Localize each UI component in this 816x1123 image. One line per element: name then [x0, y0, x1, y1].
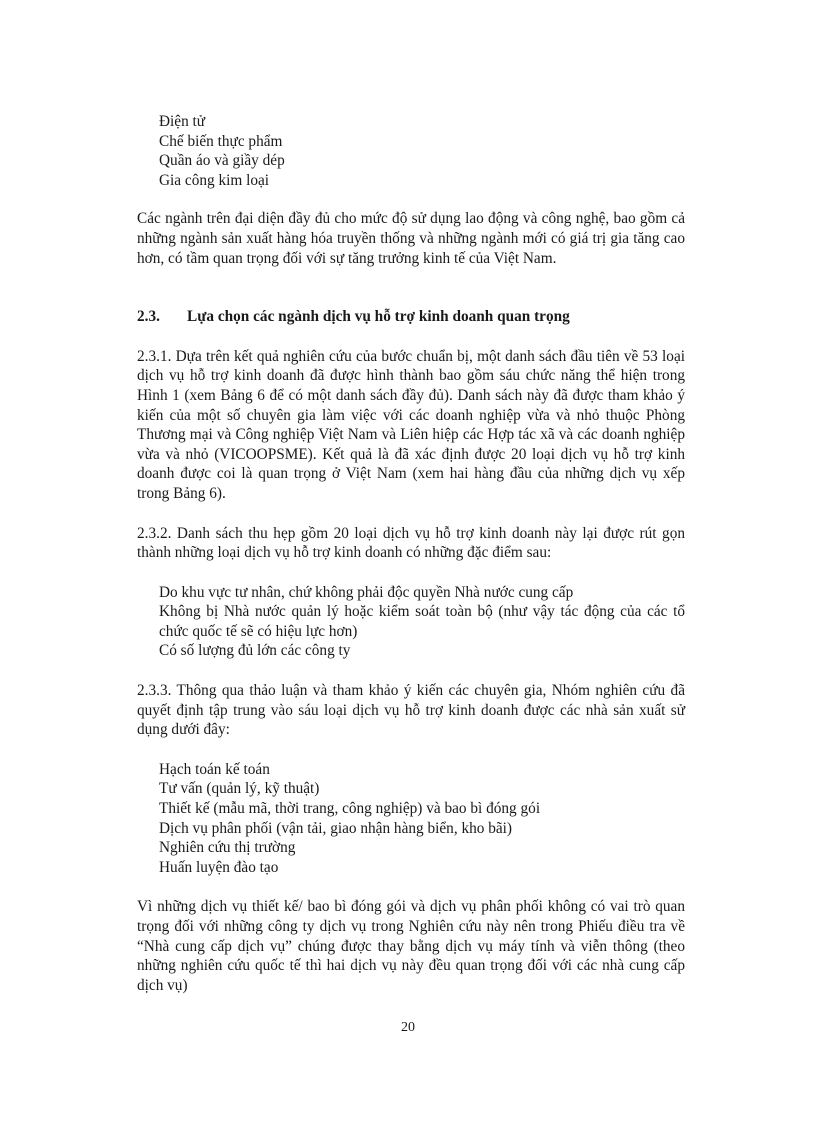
list-item: Nghiên cứu thị trường [159, 839, 296, 857]
paragraph-2-3-1: 2.3.1. Dựa trên kết quả nghiên cứu của bước chuẩn bị, một danh sách đầu tiên về 53 loại dịch vụ hỗ trợ kinh doanh đã được hình thành bao gồm sáu chức năng thể hiện trong Hình 1 (xem Bảng 6 để có một danh sách đầy đủ). Danh sách này đã được tham khảo ý kiến của một số chuyên gia làm việc với các doanh nghiệp vừa và nhỏ thuộc Phòng Thương mại và Công nghiệp Việt Nam và Liên hiệp các Hợp tác xã và các doanh nghiệp vừa và nhỏ (VICOOPSME). Kết quả là đã xác định được 20 loại dịch vụ hỗ trợ kinh doanh được coi là quan trọng ở Việt Nam (xem hai hàng đầu của những dịch vụ xếp trong Bảng 6). [137, 347, 685, 502]
page-number: 20 [401, 1020, 415, 1035]
section-number: 2.3. [137, 308, 160, 326]
services-list [137, 760, 685, 878]
list-item: Dịch vụ phân phối (vận tải, giao nhận hàng biển, kho bãi) [159, 819, 513, 837]
list-item: Do khu vực tư nhân, chứ không phải độc quyền Nhà nước cung cấp [159, 583, 574, 601]
industry-list [137, 112, 685, 190]
paragraph-2-3-3: 2.3.3. Thông qua thảo luận và tham khảo ý kiến các chuyên gia, Nhóm nghiên cứu đã quyết định tập trung vào sáu loại dịch vụ hỗ trợ kinh doanh được các nhà sản xuất sử dụng dưới đây: [137, 682, 685, 739]
paragraph-2-3-2: 2.3.2. Danh sách thu hẹp gồm 20 loại dịch vụ hỗ trợ kinh doanh này lại được rút gọn thành những loại dịch vụ hỗ trợ kinh doanh có những đặc điểm sau: [137, 524, 685, 562]
list-item: Thiết kế (mẫu mã, thời trang, công nghiệp) và bao bì đóng gói [159, 800, 541, 818]
list-item: Quần áo và giầy dép [159, 152, 285, 170]
list-item: Chế biến thực phẩm [159, 132, 283, 150]
list-item: Tư vấn (quản lý, kỹ thuật) [159, 780, 320, 798]
section-title: Lựa chọn các ngành dịch vụ hỗ trợ kinh doanh quan trọng [187, 308, 570, 326]
list-item: Không bị Nhà nước quản lý hoặc kiểm soát toàn bộ (như vậy tác động của các tổ chức quốc tế sẽ có hiệu lực hơn) [159, 603, 685, 640]
paragraph-sectors: Các ngành trên đại diện đầy đủ cho mức độ sử dụng lao động và công nghệ, bao gồm cả những ngành sản xuất hàng hóa truyền thống và những ngành mới có giá trị gia tăng cao hơn, có tầm quan trọng đối với sự tăng trưởng kinh tế của Việt Nam. [137, 210, 685, 267]
section-heading [137, 307, 685, 327]
list-item: Huấn luyện đào tạo [159, 858, 279, 876]
criteria-list [137, 583, 685, 661]
list-item: Gia công kim loại [159, 171, 270, 189]
list-item: Có số lượng đủ lớn các công ty [159, 642, 351, 660]
page-content [137, 112, 685, 995]
list-item: Điện tử [159, 113, 206, 130]
list-item: Hạch toán kế toán [159, 760, 270, 778]
paragraph-final: Vì những dịch vụ thiết kế/ bao bì đóng gói và dịch vụ phân phối không có vai trò quan trọng đối với những công ty dịch vụ trong Nghiên cứu này nên trong Phiếu điều tra về “Nhà cung cấp dịch vụ” chúng được thay bằng dịch vụ máy tính và viễn thông (theo những nghiên cứu quốc tế thì hai dịch vụ này đều quan trọng đối với các nhà cung cấp dịch vụ) [137, 898, 685, 994]
